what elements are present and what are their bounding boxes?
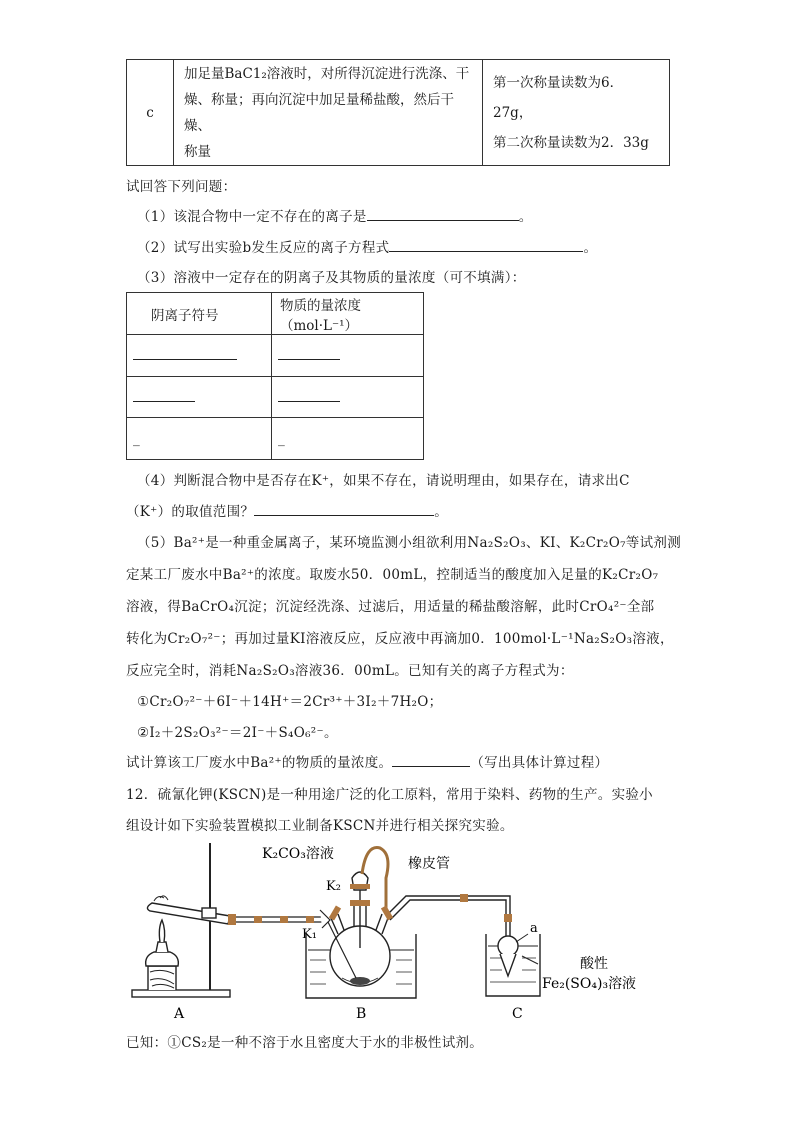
anion-blank[interactable] bbox=[133, 389, 195, 402]
label-k1: K₁ bbox=[302, 927, 317, 942]
question-4-line1: （4）判断混合物中是否存在K⁺，如果不存在，请说明理由，如果存在，请求出C bbox=[137, 473, 630, 489]
question-1: （1）该混合物中一定不存在的离子是 。 bbox=[137, 205, 533, 225]
label-B: B bbox=[356, 1006, 367, 1022]
result-cell: 第一次称量读数为6．27g， 第二次称量读数为2．33g bbox=[493, 74, 649, 151]
label-rubber-tube: 橡皮管 bbox=[408, 856, 450, 872]
concentration-blank[interactable] bbox=[278, 389, 340, 402]
question-5-line3: 溶液，得BaCrO₄沉淀；沉淀经洗涤、过滤后，用适量的稀盐酸溶解，此时CrO₄²⁻全部 bbox=[126, 599, 655, 615]
question-intro: 试回答下列问题： bbox=[126, 179, 237, 195]
header-concentration: 物质的量浓度（mol·L⁻¹） bbox=[272, 293, 424, 335]
answer-blank[interactable] bbox=[392, 752, 470, 767]
row-label: c bbox=[127, 60, 174, 166]
question-2: （2）试写出实验b发生反应的离子方程式 。 bbox=[137, 236, 597, 256]
concentration-blank[interactable] bbox=[278, 347, 340, 360]
question-5-ask: 试计算该工厂废水中Ba²⁺的物质的量浓度。 （写出具体计算过程） bbox=[126, 751, 608, 771]
known-note: 已知：①CS₂是一种不溶于水且密度大于水的非极性试剂。 bbox=[126, 1035, 484, 1051]
question-5-line2: 定某工厂废水中Ba²⁺的浓度。取废水50．00mL，控制适当的酸度加入足量的K₂Cr₂O₇ bbox=[126, 567, 659, 583]
label-k2co3: K₂CO₃溶液 bbox=[262, 846, 334, 862]
concentration-cell: _ bbox=[272, 418, 424, 460]
label-A: A bbox=[174, 1006, 185, 1022]
question-5-line5: 反应完全时，消耗Na₂S₂O₃溶液36．00mL。已知有关的离子方程式为： bbox=[126, 663, 574, 679]
answer-blank[interactable] bbox=[254, 501, 434, 516]
experiment-table bbox=[126, 59, 670, 166]
question-5-line4: 转化为Cr₂O₇²⁻；再加过量KI溶液反应，反应液中再滴加0．100mol·L⁻¹Na₂S₂O₃溶液， bbox=[126, 631, 674, 647]
apparatus-figure bbox=[130, 838, 660, 1023]
anion-cell: _ bbox=[127, 418, 272, 460]
answer-blank[interactable] bbox=[389, 237, 583, 252]
equation-1: ①Cr₂O₇²⁻＋6I⁻＋14H⁺＝2Cr³⁺＋3I₂＋7H₂O； bbox=[137, 694, 443, 710]
rubber-joints bbox=[228, 914, 314, 925]
label-a: a bbox=[530, 921, 538, 936]
question-12-line1: 12．硫氰化钾(KSCN)是一种用途广泛的化工原料，常用于染料、药物的生产。实验小 bbox=[126, 787, 653, 803]
answer-blank[interactable] bbox=[367, 206, 519, 221]
anion-blank[interactable] bbox=[133, 347, 237, 360]
question-3: （3）溶液中一定存在的阴离子及其物质的量浓度（可不填满）： bbox=[137, 270, 526, 286]
label-C: C bbox=[512, 1006, 523, 1022]
operation-cell: 加足量BaC1₂溶液时，对所得沉淀进行洗涤、干 燥、称量；再向沉淀中加足量稀盐酸，然后干燥、 称量 bbox=[184, 65, 470, 160]
question-5-line1: （5）Ba²⁺是一种重金属离子，某环境监测小组欲利用Na₂S₂O₃、KI、K₂Cr₂O₇等试剂测 bbox=[137, 535, 681, 551]
label-acidic: 酸性 bbox=[580, 956, 608, 972]
question-12-line2: 组设计如下实验装置模拟工业制备KSCN并进行相关探究实验。 bbox=[126, 818, 514, 834]
apparatus-a bbox=[132, 843, 230, 997]
label-k2: K₂ bbox=[326, 879, 341, 894]
header-anion: 阴离子符号 bbox=[127, 293, 272, 335]
anion-table bbox=[126, 292, 424, 460]
equation-2: ②I₂＋2S₂O₃²⁻＝2I⁻＋S₄O₆²⁻。 bbox=[137, 725, 338, 741]
question-4-line2: （K⁺）的取值范围？ 。 bbox=[126, 500, 448, 520]
label-fe2so43: Fe₂(SO₄)₃溶液 bbox=[542, 976, 637, 992]
apparatus-c bbox=[486, 934, 540, 996]
